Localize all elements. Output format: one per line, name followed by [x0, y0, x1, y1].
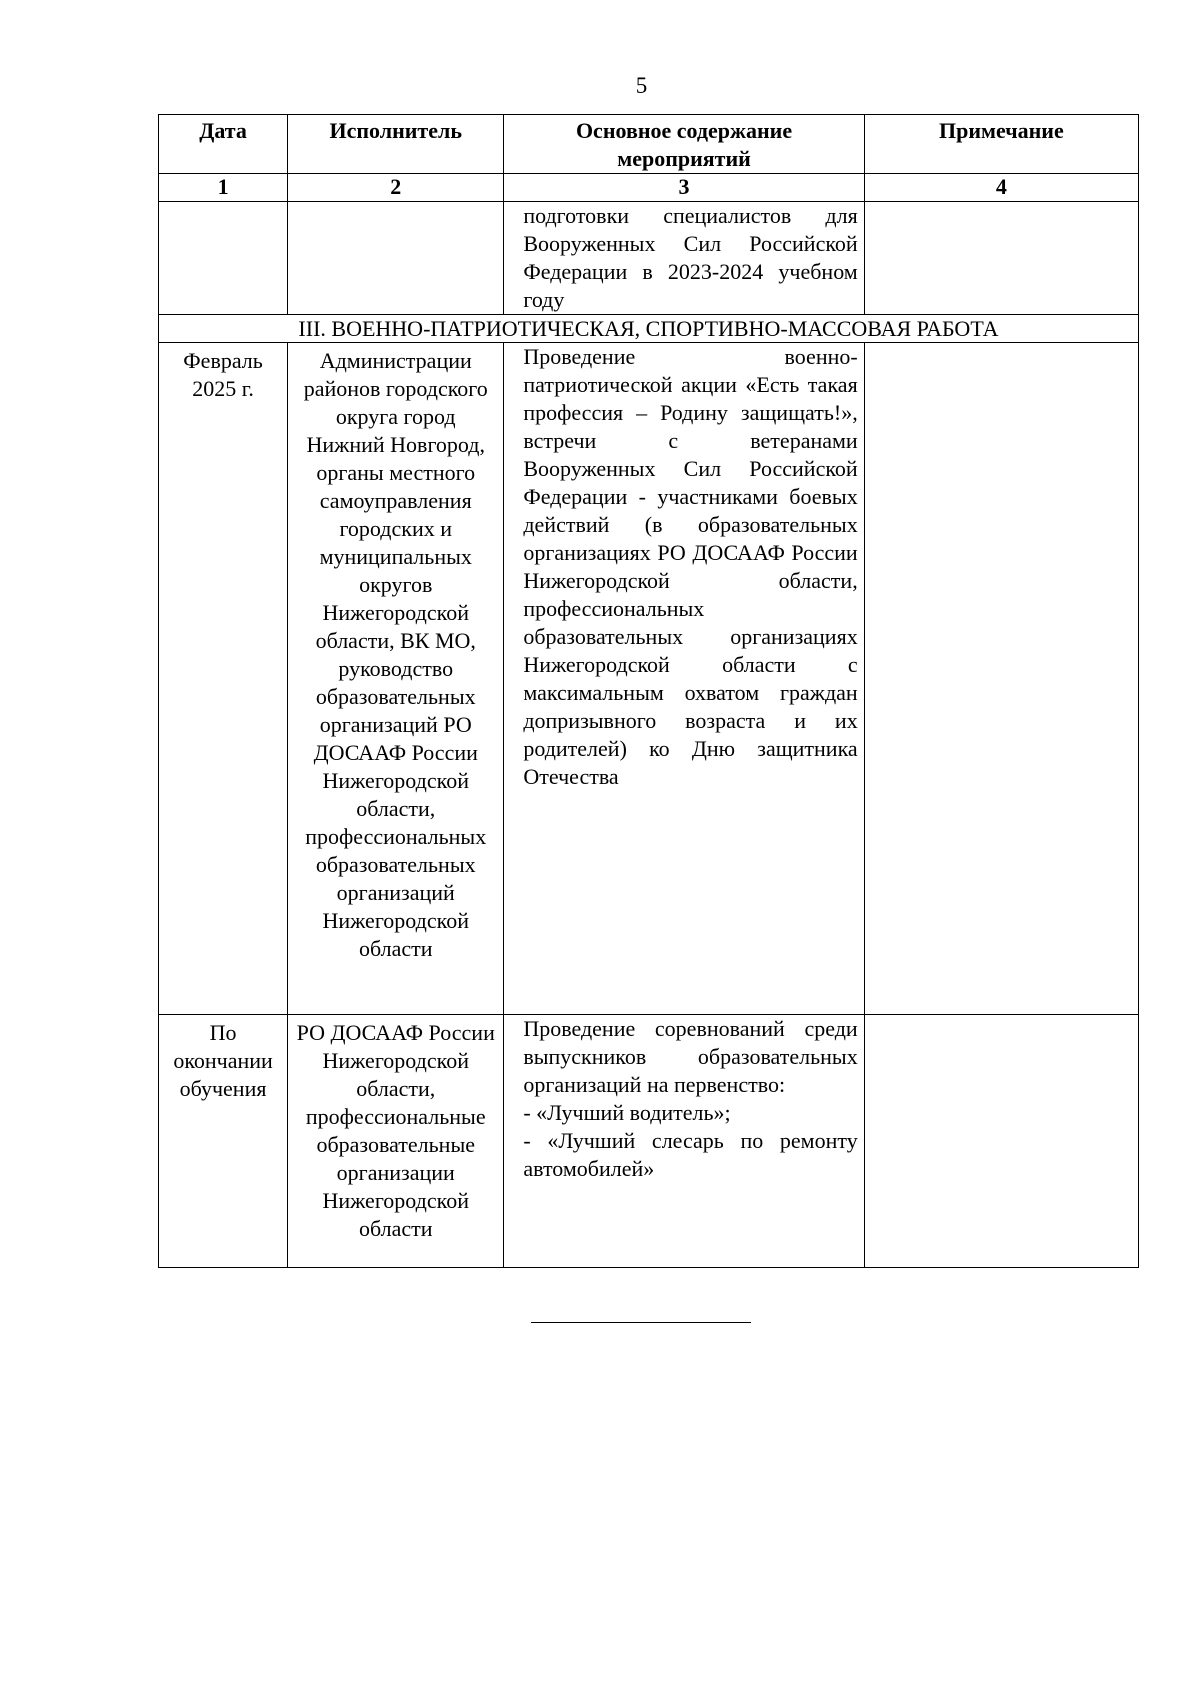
row2-content-line1: Проведение соревнований среди выпускников образовательных организаций на первенство:: [523, 1016, 858, 1097]
continued-note-cell: [864, 202, 1138, 315]
row2-date: По окончании обучения: [159, 1015, 288, 1268]
continued-date-cell: [159, 202, 288, 315]
events-table: [158, 114, 1139, 1268]
page-number: 5: [635, 73, 648, 98]
row1-note: [864, 343, 1138, 1015]
header-row: [159, 115, 1139, 174]
row2-content: [504, 1015, 864, 1268]
row1-content: Проведение военно-патриотической акции «Есть такая профессия – Родину защищать!», встречи с ветеранами Вооруженных Сил Российской Федерации - участниками боевых действий (в образовательных организациях РО ДОСААФ России Нижегородской области, профессиональных образовательных организациях Нижегородской области с максимальным охватом граждан допризывного возраста и их родителей) ко Дню защитника Отечества: [504, 343, 864, 1015]
column-number-2: 2: [288, 174, 504, 202]
header-content-line1: Основное содержание: [575, 118, 793, 143]
header-content: [504, 115, 864, 174]
closing-divider-line: [531, 1322, 751, 1323]
continued-executor-cell: [288, 202, 504, 315]
table-row: [159, 1015, 1139, 1268]
section-heading-row: [159, 315, 1139, 343]
table-row: [159, 343, 1139, 1015]
section-heading: III. ВОЕННО-ПАТРИОТИЧЕСКАЯ, СПОРТИВНО-МАССОВАЯ РАБОТА: [159, 315, 1139, 343]
row1-executor: Администрации районов городского округа город Нижний Новгород, органы местного самоуправления городских и муниципальных округов Нижегородской области, ВК МО, руководство образовательных организаций РО ДОСААФ России Нижегородской области, профессиональных образовательных организаций Нижегородской области: [288, 343, 504, 1015]
row2-executor: РО ДОСААФ России Нижегородской области, профессиональные образовательные организации Нижегородской области: [288, 1015, 504, 1268]
column-number-3: 3: [504, 174, 864, 202]
continued-row: [159, 202, 1139, 315]
column-number-1: 1: [159, 174, 288, 202]
column-number-4: 4: [864, 174, 1138, 202]
row2-content-line2: - «Лучший водитель»;: [523, 1100, 731, 1125]
header-date: Дата: [159, 115, 288, 174]
column-numbers-row: [159, 174, 1139, 202]
header-executor: Исполнитель: [288, 115, 504, 174]
row1-date: Февраль 2025 г.: [159, 343, 288, 1015]
header-content-line2: мероприятий: [617, 146, 751, 171]
header-note: Примечание: [864, 115, 1138, 174]
row2-content-line3: - «Лучший слесарь по ремонту автомобилей»: [523, 1128, 858, 1181]
continued-content-cell: подготовки специалистов для Вооруженных Сил Российской Федерации в 2023-2024 учебном году: [504, 202, 864, 315]
row2-note: [864, 1015, 1138, 1268]
